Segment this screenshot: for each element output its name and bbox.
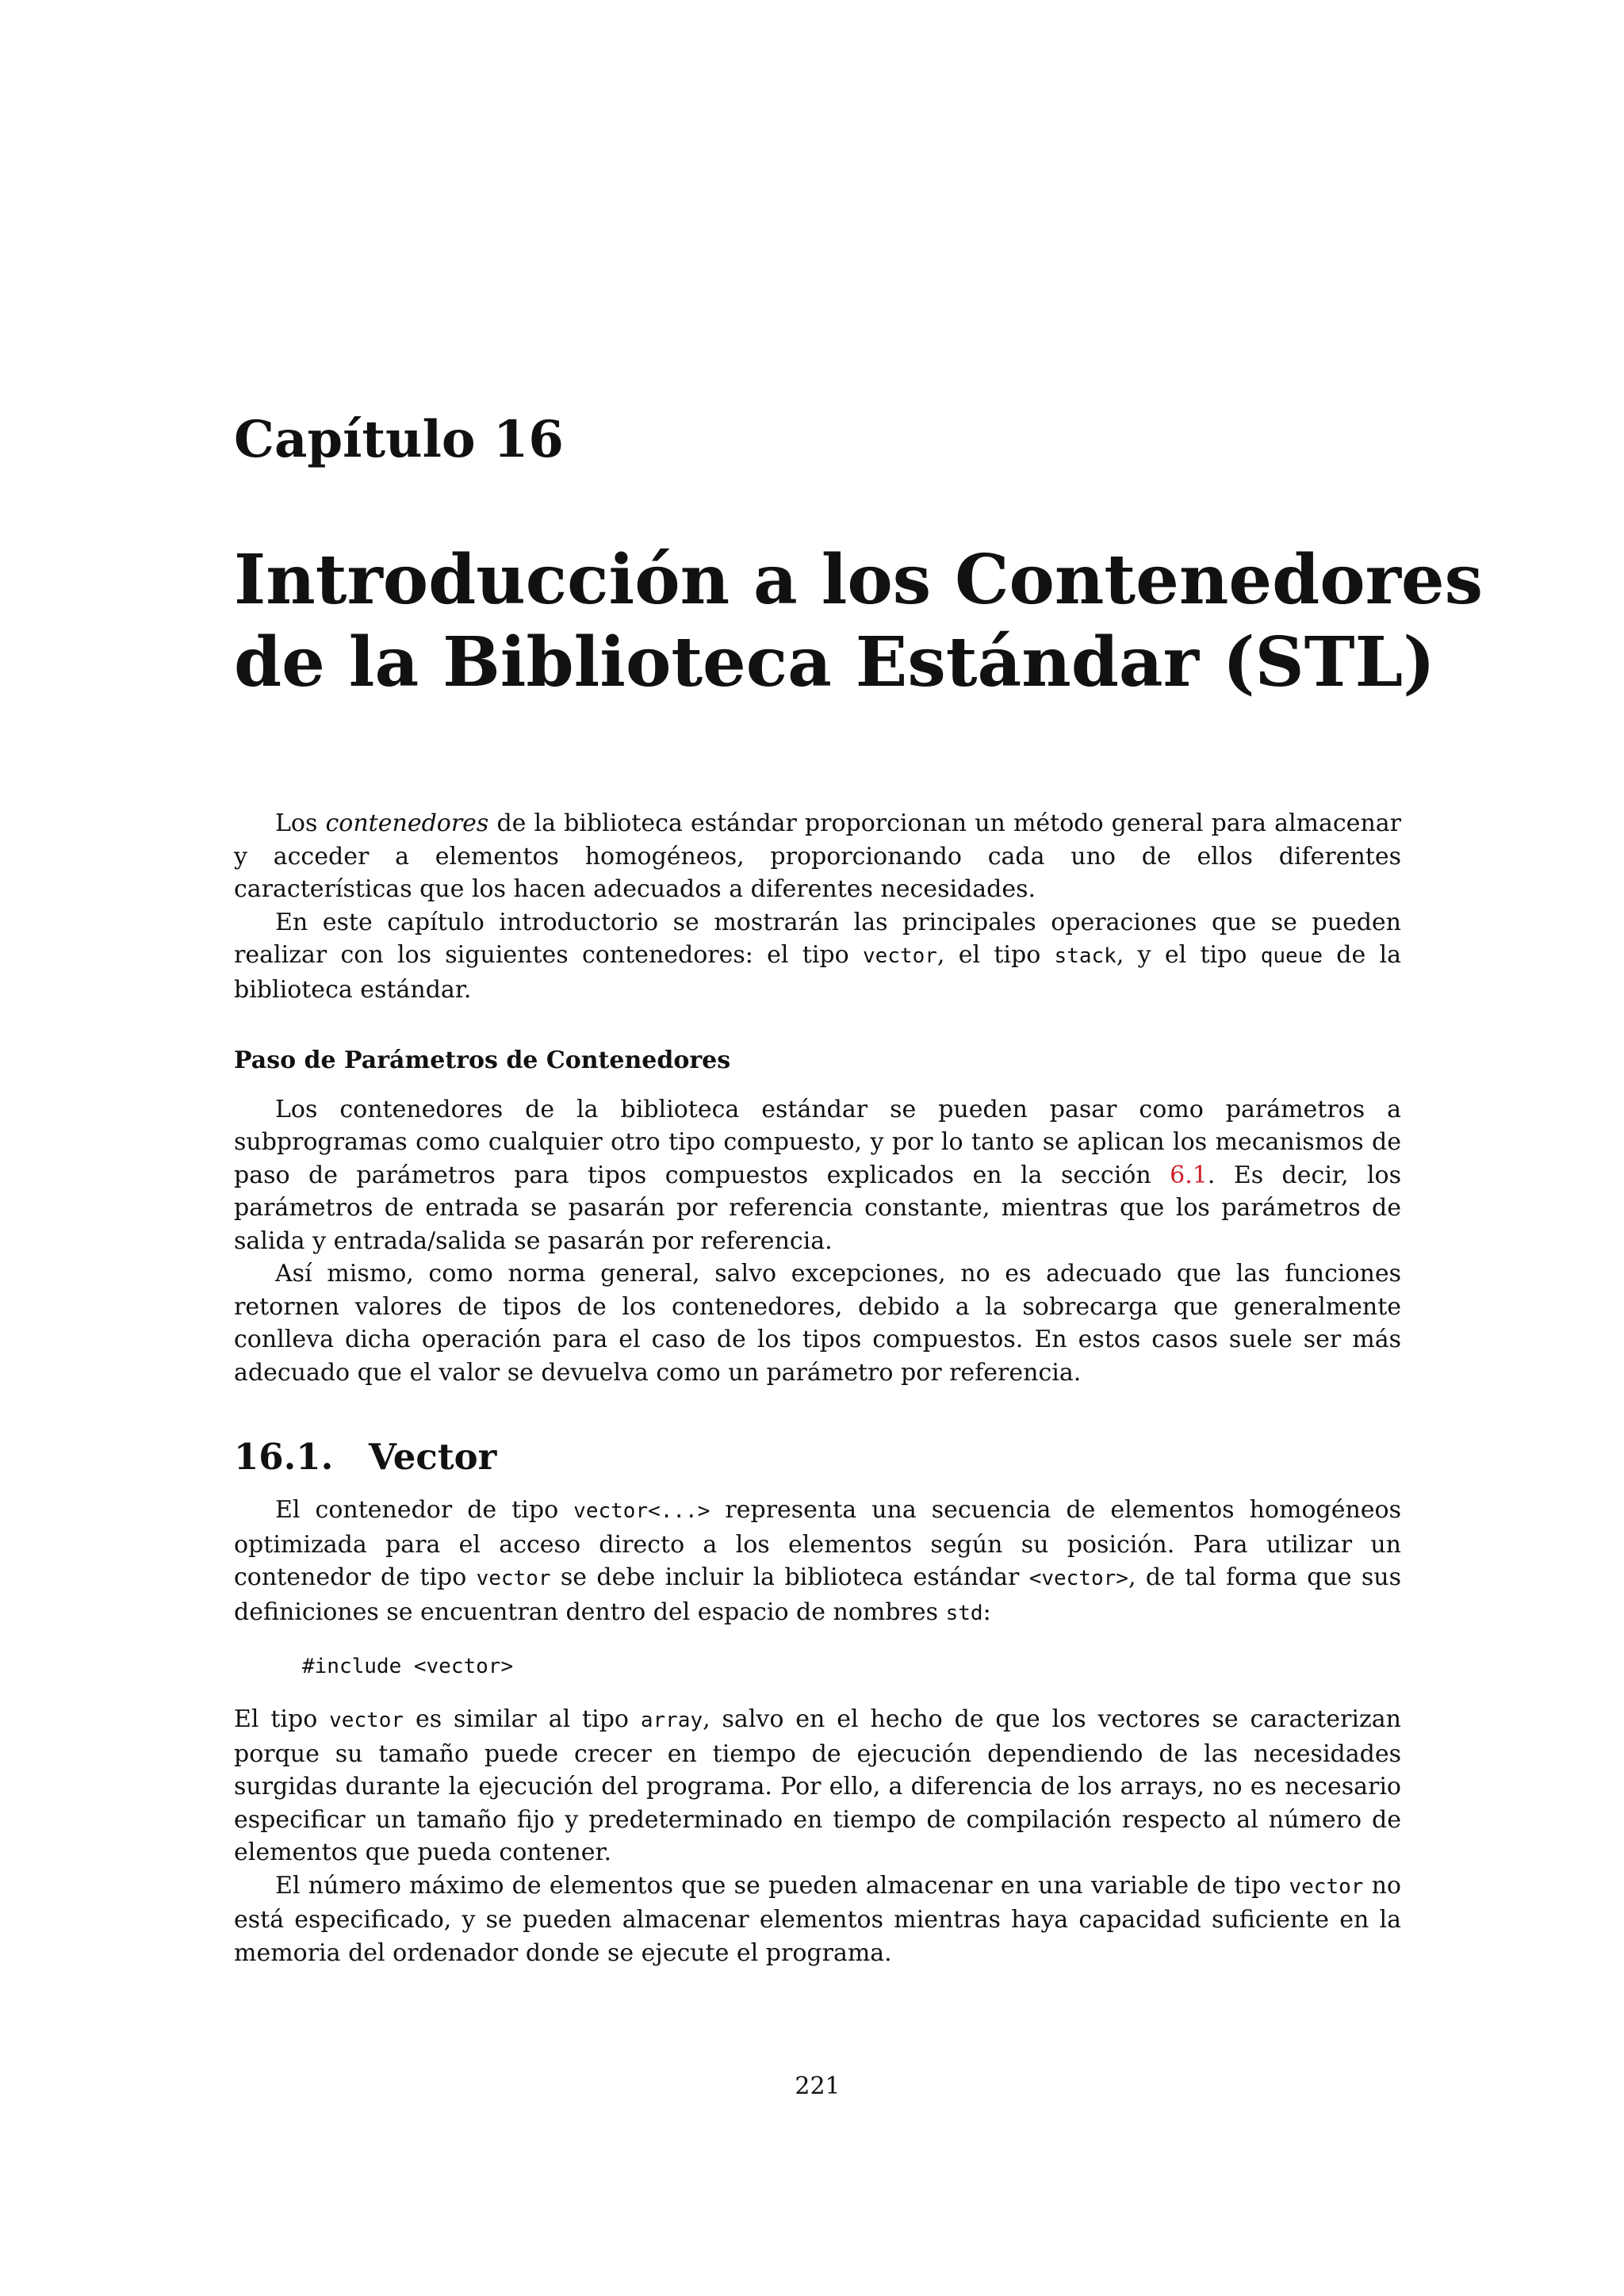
params-paragraph-2: Así mismo, como norma general, salvo excepciones, no es adecuado que las funciones retornen valores de tipos de los contenedores, debido a la sobrecarga que generalmente conlleva dicha operación para el caso de los tipos compuestos. En estos casos suele ser más adecuado que el valor se devuelva como un parámetro por referencia. xyxy=(234,1260,1401,1387)
code-stack: stack xyxy=(1054,944,1116,968)
chapter-title-line-1: Introducción a los Contenedores xyxy=(234,540,1484,620)
section-ref-link[interactable]: 6.1 xyxy=(1170,1161,1208,1189)
emphasis-contenedores: contenedores xyxy=(325,809,489,837)
chapter-title-line-2: de la Biblioteca Estándar (STL) xyxy=(234,622,1435,702)
code-vector: vector xyxy=(1289,1874,1364,1899)
code-vector: vector xyxy=(862,944,937,968)
code-vector: vector xyxy=(476,1567,551,1590)
code-queue: queue xyxy=(1260,944,1323,968)
intro-paragraph-1: Los contenedores de la biblioteca estándar proporcionan un método general para almacenar y acceder a elementos homogéneos, proporcionando cada uno de ellos diferentes características que los hacen adecuados a diferentes necesidades. xyxy=(234,809,1401,903)
book-page xyxy=(234,0,1484,2296)
code-vector-template: vector<...> xyxy=(573,1499,710,1523)
intro-paragraph-2: En este capítulo introductorio se mostrarán las principales operaciones que se pueden realizar con los siguientes contenedores: el tipo vector, el tipo stack, y el tipo queue de la biblioteca estándar. xyxy=(234,908,1401,1004)
code-block-include: #include <vector> xyxy=(302,1655,514,1678)
section-number: 16.1. xyxy=(234,1436,334,1478)
vector-paragraph-2: El tipo vector es similar al tipo array, salvo en el hecho de que los vectores se caracterizan porque su tamaño puede crecer en tiempo de ejecución dependiendo de las necesidades surgidas durante la ejecución del programa. Por ello, a diferencia de los arrays, no es necesario especificar un tamaño fijo y predeterminado en tiempo de compilación respecto al número de elementos que pueda contener. xyxy=(234,1705,1401,1866)
chapter-title xyxy=(234,539,1484,704)
code-vector-header: <vector> xyxy=(1028,1567,1128,1590)
code-vector: vector xyxy=(329,1709,404,1732)
section-heading-vector xyxy=(234,1435,1401,1479)
params-paragraph-1: Los contenedores de la biblioteca estándar se pueden pasar como parámetros a subprogramas como cualquier otro tipo compuesto, y por lo tanto se aplican los mecanismos de paso de parámetros para tipos compuestos explicados en la sección 6.1. Es decir, los parámetros de entrada se pasarán por referencia constante, mientras que los parámetros de salida y entrada/salida se pasarán por referencia. xyxy=(234,1095,1401,1255)
vector-paragraph-3: El número máximo de elementos que se pueden almacenar en una variable de tipo vector no está especificado, y se pueden almacenar elementos mientras haya capacidad suficiente en la memoria del ordenador donde se ejecute el programa. xyxy=(234,1871,1401,1967)
code-std: std xyxy=(945,1601,983,1625)
chapter-body xyxy=(234,807,1401,1969)
code-array: array xyxy=(640,1709,703,1732)
section-title: Vector xyxy=(369,1436,497,1478)
vector-paragraph-1: El contenedor de tipo vector<...> representa una secuencia de elementos homogéneos optimizada para el acceso directo a los elementos según su posición. Para utilizar un contenedor de tipo vector se debe incluir la biblioteca estándar <vector>, de tal forma que sus definiciones se encuentran dentro del espacio de nombres std: xyxy=(234,1496,1401,1626)
page-number: 221 xyxy=(795,2072,841,2100)
chapter-label: Capítulo 16 xyxy=(234,410,564,469)
params-heading: Paso de Parámetros de Contenedores xyxy=(234,1047,731,1074)
